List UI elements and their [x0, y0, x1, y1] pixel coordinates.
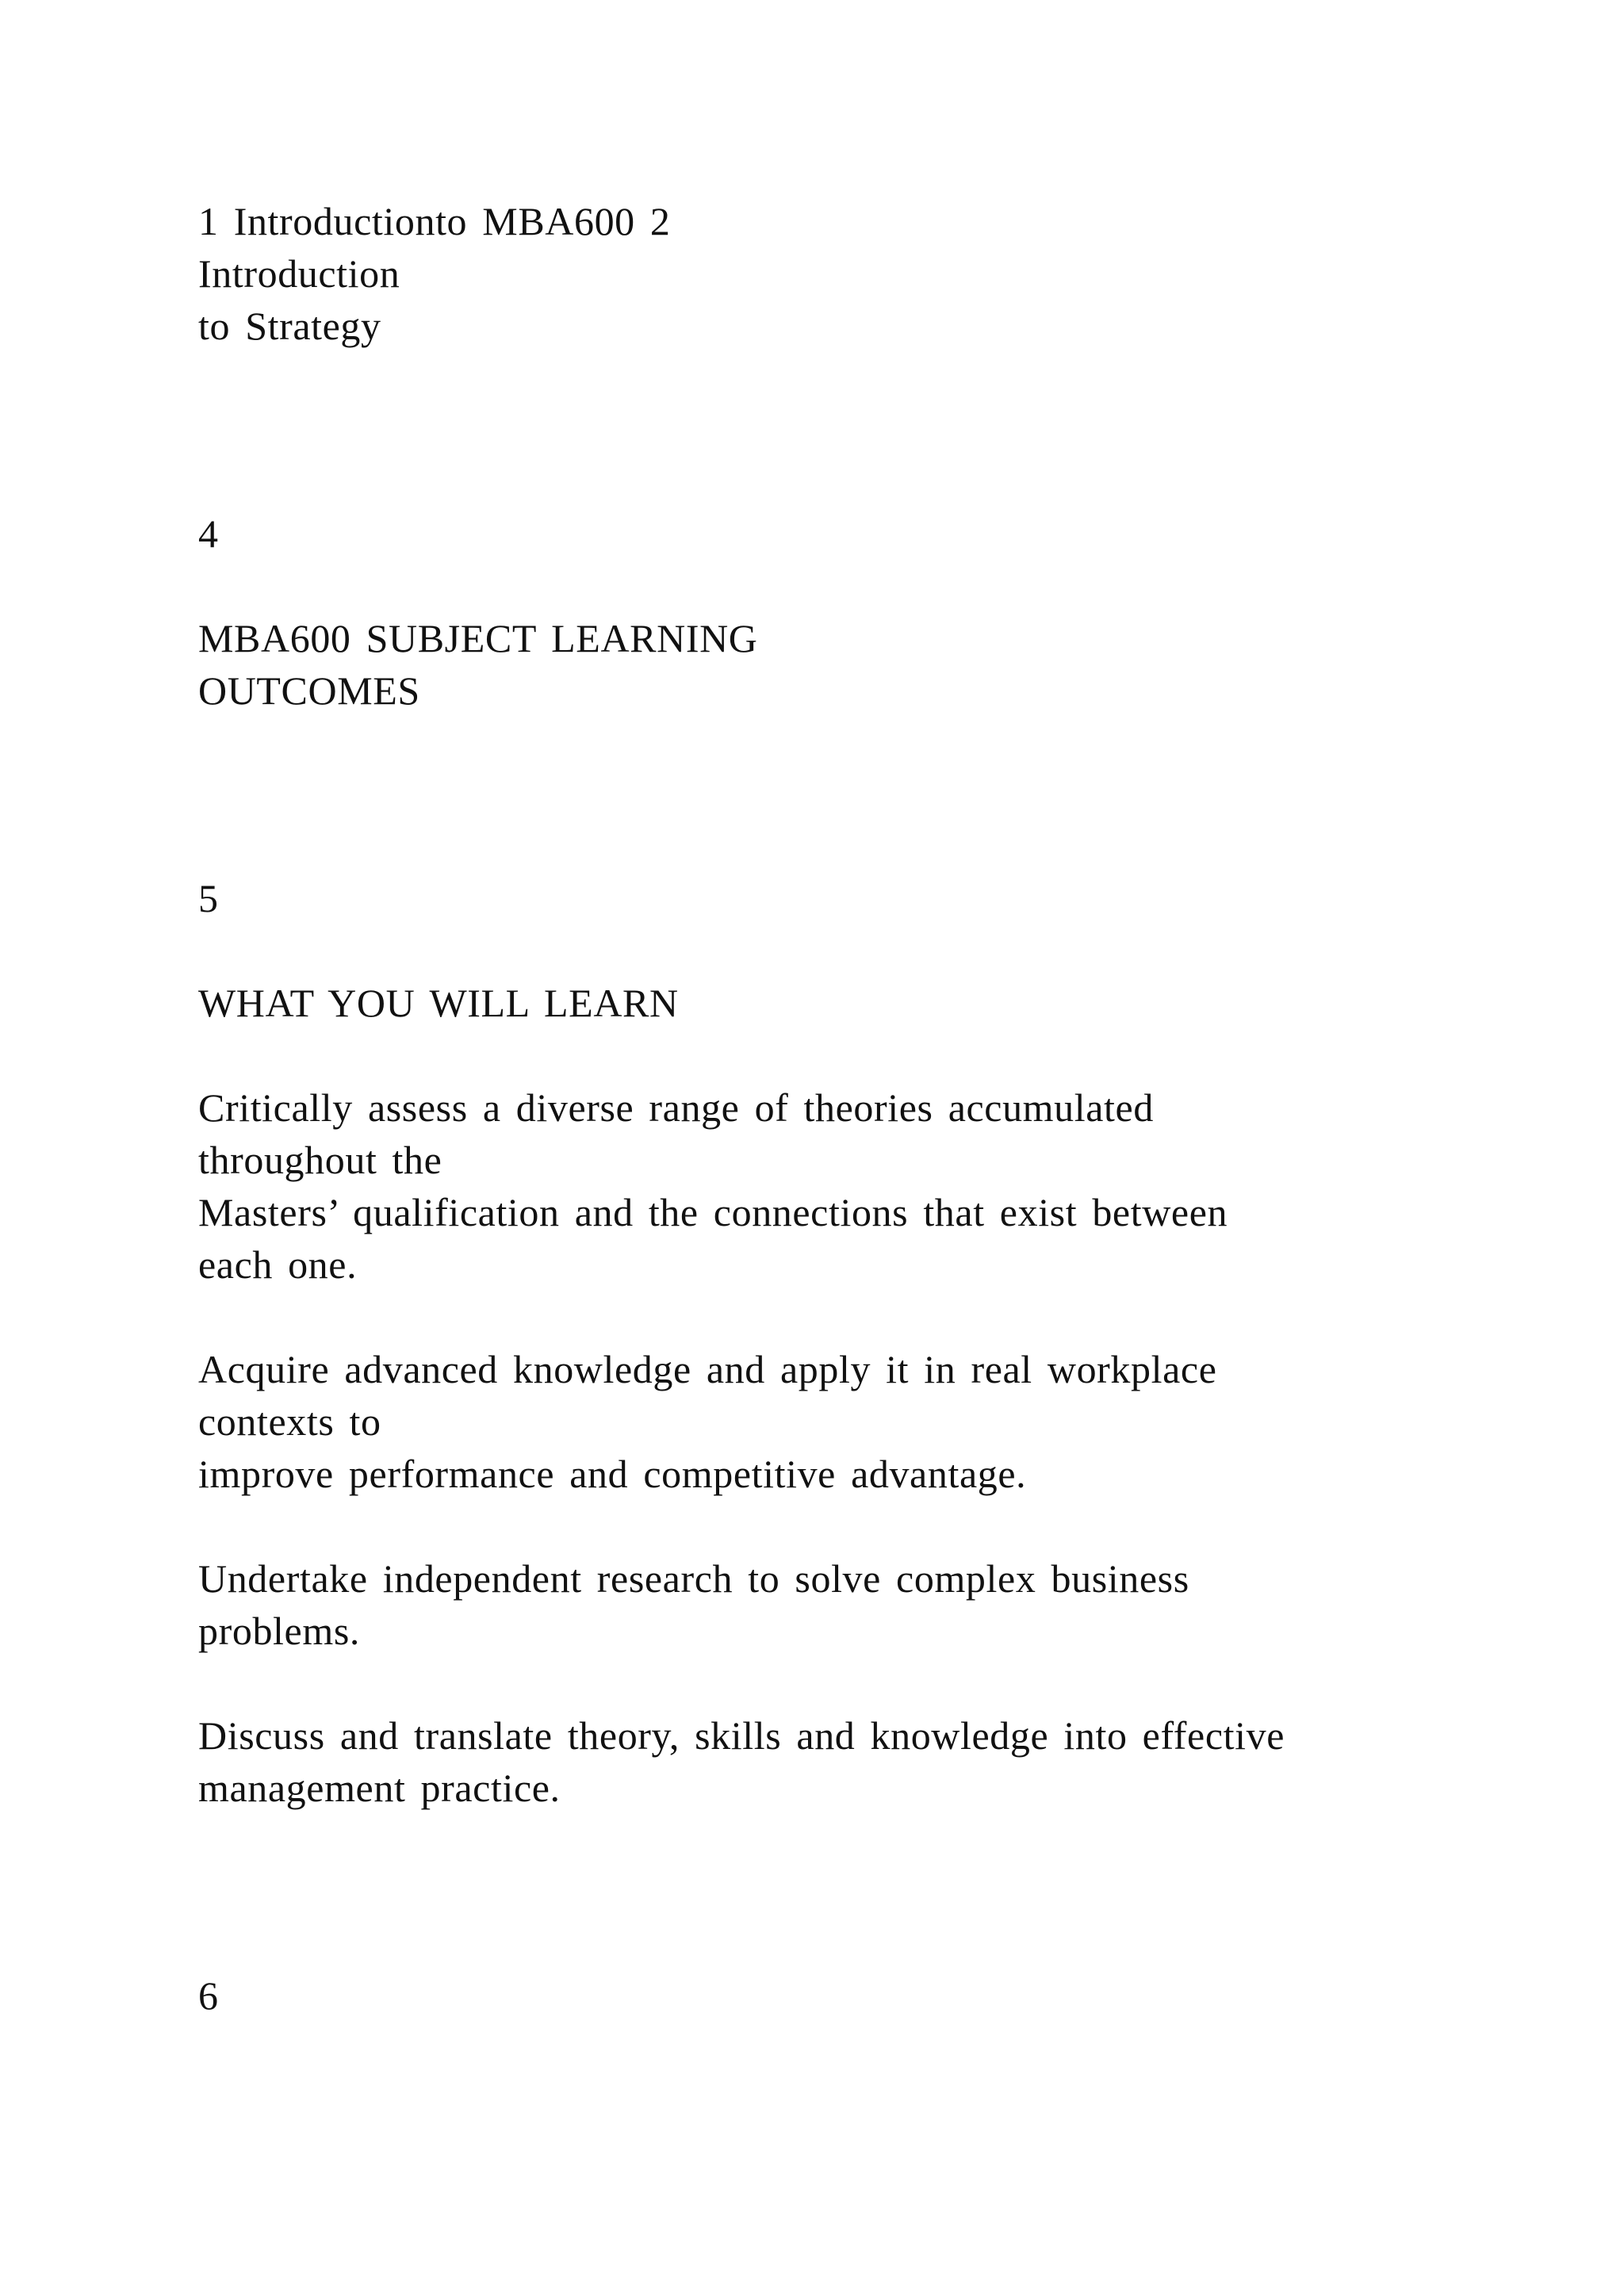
- page-number-4: 4: [198, 511, 219, 556]
- page-number-5: 5: [198, 876, 219, 920]
- outcome-3-line-2: problems.: [198, 1609, 360, 1653]
- outcome-2-line-2: contexts to: [198, 1399, 381, 1444]
- outcomes-heading-line-2: OUTCOMES: [198, 668, 420, 713]
- title-line-3: to Strategy: [198, 304, 381, 348]
- outcome-1-line-3: Masters’ qualification and the connections that exist between: [198, 1190, 1228, 1234]
- learn-heading: WHAT YOU WILL LEARN: [198, 981, 679, 1025]
- outcome-1-line-4: each one.: [198, 1242, 358, 1287]
- outcomes-heading-line-1: MBA600 SUBJECT LEARNING: [198, 616, 758, 660]
- outcome-4-line-1: Discuss and translate theory, skills and knowledge into effective: [198, 1713, 1285, 1758]
- outcome-1-line-2: throughout the: [198, 1138, 442, 1182]
- title-line-2: Introduction: [198, 251, 400, 296]
- outcome-4-line-2: management practice.: [198, 1766, 561, 1810]
- outcome-2-line-1: Acquire advanced knowledge and apply it in real workplace: [198, 1347, 1217, 1391]
- outcome-1-line-1: Critically assess a diverse range of theories accumulated: [198, 1085, 1154, 1130]
- outcome-2-line-3: improve performance and competitive advantage.: [198, 1452, 1027, 1496]
- title-line-1: 1 Introductionto MBA600 2: [198, 199, 671, 243]
- page-number-6: 6: [198, 1973, 219, 2018]
- outcome-3-line-1: Undertake independent research to solve complex business: [198, 1556, 1189, 1601]
